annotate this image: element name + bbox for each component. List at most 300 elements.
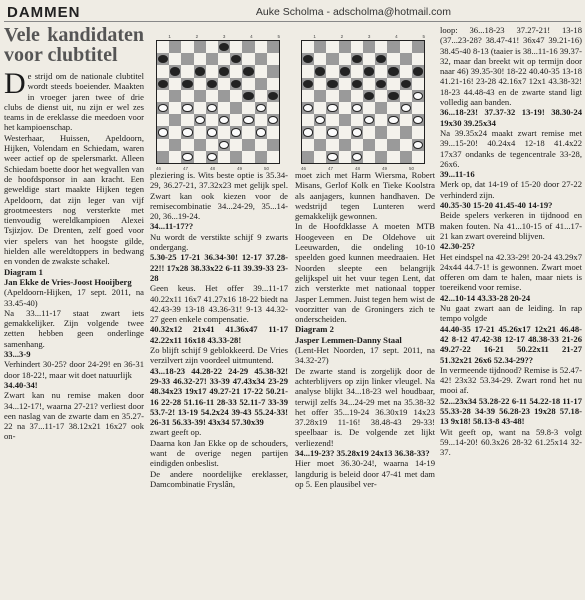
board-square <box>194 102 206 114</box>
board-square <box>412 53 424 65</box>
white-piece <box>327 128 337 136</box>
board-square <box>169 151 181 163</box>
board-square <box>206 65 218 77</box>
black-piece <box>364 92 374 100</box>
paragraph: Het eindspel na 42.33-29! 20-24 43.29x7 24x44 44.7-1! is gewonnen. Zwart moet offeren om dam te halen, maar niets is toereikend voor remise. <box>440 251 582 293</box>
board-square <box>387 126 399 138</box>
board-square <box>400 126 412 138</box>
square-number: 46 <box>301 166 307 171</box>
board-square <box>169 53 181 65</box>
board-square <box>181 90 193 102</box>
paragraph: Nu wordt de verstikte schijf 9 zwarts ondergang. <box>150 231 288 253</box>
board-square <box>218 78 230 90</box>
white-piece <box>388 116 398 124</box>
black-piece <box>303 55 313 63</box>
square-number: 49 <box>381 166 387 171</box>
board-square <box>230 90 242 102</box>
board-square <box>400 114 412 126</box>
board-square <box>363 151 375 163</box>
board-square <box>230 102 242 114</box>
board-square <box>157 53 169 65</box>
board-square <box>157 151 169 163</box>
board-square <box>169 139 181 151</box>
black-piece <box>388 92 398 100</box>
board-square <box>326 114 338 126</box>
board-square <box>339 78 351 90</box>
board-square <box>412 78 424 90</box>
board-square <box>375 139 387 151</box>
white-piece <box>182 153 192 161</box>
black-piece <box>231 80 241 88</box>
board-square <box>326 151 338 163</box>
board-square <box>375 151 387 163</box>
board-square <box>169 90 181 102</box>
board-square <box>230 65 242 77</box>
white-piece <box>327 104 337 112</box>
board-square <box>255 114 267 126</box>
square-number: 3 <box>222 34 226 39</box>
board-square <box>375 114 387 126</box>
section-title: DAMMEN <box>7 4 81 21</box>
black-piece <box>303 80 313 88</box>
black-piece <box>219 43 229 51</box>
square-number: 47 <box>182 166 188 171</box>
board-square <box>351 151 363 163</box>
board-square <box>351 102 363 114</box>
board-square <box>181 114 193 126</box>
square-number: 1 <box>168 34 171 39</box>
board-square <box>339 90 351 102</box>
black-piece <box>158 80 168 88</box>
board-square <box>326 139 338 151</box>
square-number: 3 <box>367 34 371 39</box>
board-square <box>314 114 326 126</box>
move-notation: 40.35-30 15-20 41.45-40 14-19? <box>440 200 553 211</box>
board-square <box>387 151 399 163</box>
paragraph: Westerhaar, Huissen, Apeldoorn, Hijken, Volendam en Schiedam, waren weer actief op de spelersmarkt. Alleen Schiedam boette door het wegvallen van de hoofdsponsor in aan kracht. Een geweldige start maakte Hijken tegen Apeldoorn, dat zijn leger van vijf grootmeesters nog versterkte met tienvoudig wereldkampioen Alexei Tsjizjov. De Drenten, zelf goed voor vier spelers van het hoogste gilde, hielden alle wereldtoppers in bedwang en vonden de zwakste schakel. <box>4 132 144 267</box>
board-square <box>206 90 218 102</box>
board-square <box>230 41 242 53</box>
board-square <box>375 65 387 77</box>
board-square <box>314 78 326 90</box>
move-notation: 44.40-35 17-21 45.26x17 12x21 46.48-42 8-12 47.42-38 12-17 48.38-33 21-26 49.27-22 16-21 50.22x11 21-27 51.32x21 26x6 52.34-29?? <box>440 323 582 365</box>
board-square <box>339 53 351 65</box>
board-square <box>375 126 387 138</box>
board-square <box>194 53 206 65</box>
board-square <box>218 41 230 53</box>
white-piece <box>182 128 192 136</box>
square-number: 50 <box>263 166 269 171</box>
black-piece <box>243 92 253 100</box>
board-square <box>339 114 351 126</box>
board-square <box>206 53 218 65</box>
move-notation: Jasper Lemmen-Danny Staal <box>295 334 402 345</box>
white-piece <box>219 116 229 124</box>
paragraph: loop: 36...18-23 37.27-21! 13-18 (37...23-28? 38.47-41! 36x47 39.21-16) 38.45-40 8-13 (taaier is 38...11-16 39.37-32, maar dan breekt wit op termijn door naar 46) 39.35-30! 18-22 40.40-35 13-18 41.21-16! 23-28 42.16x7 12x1 43.38-32! 18-23 44.48-43 en de zwarte stand ligt volledig aan banden. <box>440 25 582 108</box>
white-piece <box>256 128 266 136</box>
board-square <box>206 114 218 126</box>
white-piece <box>207 128 217 136</box>
board-square <box>412 65 424 77</box>
white-piece <box>303 104 313 112</box>
white-piece <box>352 104 362 112</box>
move-notation: 34.40-34! <box>4 379 38 390</box>
board-square <box>314 41 326 53</box>
square-number: 1 <box>313 34 316 39</box>
paragraph: Hier moet 36.30-24!, waarna 14-19 langdurig is beleid door 47-41 met dam op 5. Een plausibel ver- <box>295 458 435 489</box>
paragraph: Daarna kon Jan Ekke op de schouders, want de overige negen partijen eindigden onbeslist. <box>150 437 288 469</box>
article-column-1 <box>4 25 144 597</box>
board-square <box>314 126 326 138</box>
board-square <box>326 102 338 114</box>
white-piece <box>219 141 229 149</box>
black-piece <box>158 55 168 63</box>
board-square <box>400 151 412 163</box>
board-square <box>400 102 412 114</box>
white-piece <box>268 116 278 124</box>
paragraph: Na 33...11-17 staat zwart iets gemakkelijker. Zijn volgende twee zetten hebben geen onderlinge samenhang. <box>4 307 144 349</box>
white-piece <box>158 128 168 136</box>
square-number: 5 <box>422 34 425 39</box>
board-square <box>363 114 375 126</box>
black-piece <box>376 80 386 88</box>
board-square <box>412 151 424 163</box>
board-square <box>400 53 412 65</box>
board-square <box>387 78 399 90</box>
board-square <box>351 114 363 126</box>
board-square <box>194 126 206 138</box>
board-square <box>363 139 375 151</box>
move-notation: 40.32x12 21x41 41.36x47 11-17 42.22x11 16x18 43.33-28! <box>150 324 288 345</box>
board-square <box>314 102 326 114</box>
paragraph: Zwart kan nu remise maken door 34...12-17!, waarna 27-21? verliest door een naslag van de zwarte dam en 35.27-22 na 37...11-17 38.12x21 16x27 ook on- <box>4 390 144 442</box>
board-square <box>351 53 363 65</box>
board-square <box>218 114 230 126</box>
board-square <box>267 90 279 102</box>
board-square <box>339 151 351 163</box>
board-square <box>400 139 412 151</box>
board-square <box>339 126 351 138</box>
column-4-body <box>440 25 582 457</box>
paragraph: Na 39.35x24 maakt zwart remise met 39...15-20! 40.24x4 12-18 41.4x22 17x37 ondanks de tegencentrale 33-28, 26x6. <box>440 127 582 169</box>
board-square <box>157 78 169 90</box>
move-notation: 43...18-23 44.28-22 24-29 45.38-32! 29-33 46.32-27! 33-39 47.43x34 23-29 48.34x23 19x17 49.27-21 17-22 50.21-16 22-28 51.16-11 28-33 52.11-7 33-39 53.7-2! 13-19 54.2x24 39-43 55.24-33! 26-31 56.33-39! 43x34 57.30x39 <box>150 365 288 428</box>
board-top-numbers <box>156 34 280 39</box>
board-square <box>400 65 412 77</box>
black-piece <box>364 67 374 75</box>
board-square <box>230 53 242 65</box>
board-square <box>169 78 181 90</box>
board-square <box>267 151 279 163</box>
board-square <box>194 90 206 102</box>
board-square <box>194 114 206 126</box>
diagram-2 <box>295 34 433 171</box>
white-piece <box>256 104 266 112</box>
square-number: 2 <box>340 34 344 39</box>
board-square <box>255 90 267 102</box>
board-square <box>363 41 375 53</box>
move-notation: 36...18-23! 37.37-32 13-19! 38.30-24 19x30 39.25x34 <box>440 107 582 128</box>
article-column-2 <box>150 170 288 598</box>
board-square <box>314 151 326 163</box>
page-header <box>4 2 581 22</box>
board-square <box>412 90 424 102</box>
board-square <box>302 102 314 114</box>
board-square <box>412 126 424 138</box>
paragraph: zwart geeft op. <box>150 427 202 438</box>
move-notation: 34...11-17?? <box>150 221 194 232</box>
board-square <box>314 65 326 77</box>
paragraph: Verhindert 30-25? door 24-29! en 36-31 door 18-22!, maar wit doet natuurlijk <box>4 359 144 380</box>
board-square <box>412 41 424 53</box>
board-square <box>326 65 338 77</box>
board-square <box>302 126 314 138</box>
black-piece <box>388 67 398 75</box>
board-square <box>242 90 254 102</box>
board-square <box>194 65 206 77</box>
board-square <box>181 78 193 90</box>
board-square <box>181 65 193 77</box>
board-square <box>230 126 242 138</box>
board-square <box>387 102 399 114</box>
white-piece <box>401 104 411 112</box>
paragraph: In de Hoofdklasse A moeten MTB Hoogeveen en De Oldehove uit Leeuwarden, die ondeling 10-10 speelden goed kunnen meedraaien. Het Noorden sleepte een belangrijk gelijkspel uit het vuur tegen Lent, dat zich versterkte met nationaal topper Jasper Lemmen. Juist tegen hem wist de voorzitter van de Groningers zich te onderscheiden. <box>295 221 435 325</box>
board-square <box>375 102 387 114</box>
paragraph: De andere noordelijke ereklasser, Damcombinatie Fryslân, <box>150 468 288 489</box>
board-square <box>412 102 424 114</box>
black-piece <box>413 67 423 75</box>
black-piece <box>352 55 362 63</box>
article-column-3 <box>295 170 435 598</box>
board-square <box>412 139 424 151</box>
board-square <box>181 139 193 151</box>
board-square <box>302 65 314 77</box>
board-square <box>218 139 230 151</box>
board-square <box>339 41 351 53</box>
board-square <box>169 41 181 53</box>
board-square <box>206 126 218 138</box>
move-notation: 52...23x34 53.28-22 6-11 54.22-18 11-17 55.33-28 34-39 56.28-23 19x28 57.18-13 9x18! 58.13-8 43-48! <box>440 395 582 427</box>
board-square <box>157 41 169 53</box>
move-notation: 42...10-14 43.33-28 20-24 <box>440 292 531 303</box>
paragraph: Merk op, dat 14-19 of 15-20 door 27-22 verhinderd zijn. <box>440 179 582 200</box>
white-piece <box>352 128 362 136</box>
board-square <box>218 53 230 65</box>
board-square <box>387 65 399 77</box>
board-square <box>194 41 206 53</box>
board-square <box>326 126 338 138</box>
white-piece <box>243 116 253 124</box>
paragraph: Geen keus. Het offer 39...11-17 40.22x11 16x7 41.27x16 18-22 biedt na 42.43-39 13-18 43.36-31! 9-13 44.32-27 geen enkele compensatie. <box>150 283 288 325</box>
checkers-board-2 <box>301 40 425 164</box>
board-square <box>339 102 351 114</box>
board-square <box>339 65 351 77</box>
board-square <box>242 126 254 138</box>
board-square <box>230 78 242 90</box>
board-square <box>218 151 230 163</box>
board-square <box>242 65 254 77</box>
white-piece <box>413 141 423 149</box>
board-square <box>206 78 218 90</box>
board-square <box>194 151 206 163</box>
board-square <box>267 41 279 53</box>
board-square <box>206 139 218 151</box>
square-number: 2 <box>195 34 199 39</box>
board-square <box>181 102 193 114</box>
black-piece <box>182 80 192 88</box>
board-square <box>242 102 254 114</box>
paragraph: Wit geeft op, want na 59.8-3 volgt 59...14-20! 60.3x26 28-32 61.25x14 32-37. <box>440 426 582 458</box>
paragraph: pleziering is. Wits beste optie is 35.34-29, 36.27-21, 37.32x23 met gelijk spel. Zwart kan ook kiezen voor de remisecombinatie 34...24-29, 35...14-20, 36...19-24. <box>150 170 288 222</box>
black-piece <box>401 80 411 88</box>
board-square <box>218 90 230 102</box>
board-square <box>363 90 375 102</box>
board-square <box>351 65 363 77</box>
black-piece <box>376 55 386 63</box>
white-piece <box>182 104 192 112</box>
square-number: 4 <box>395 34 398 39</box>
board-square <box>157 65 169 77</box>
board-square <box>267 53 279 65</box>
board-square <box>255 65 267 77</box>
board-square <box>230 139 242 151</box>
board-square <box>255 53 267 65</box>
white-piece <box>207 104 217 112</box>
white-piece <box>207 153 217 161</box>
board-square <box>206 41 218 53</box>
board-square <box>375 78 387 90</box>
board-square <box>255 41 267 53</box>
board-square <box>326 53 338 65</box>
white-piece <box>352 153 362 161</box>
white-piece <box>303 128 313 136</box>
move-notation: 33...3-9 <box>4 349 31 360</box>
board-square <box>255 151 267 163</box>
black-piece <box>219 67 229 75</box>
board-square <box>206 102 218 114</box>
black-piece <box>207 80 217 88</box>
board-square <box>314 53 326 65</box>
board-square <box>326 78 338 90</box>
board-square <box>169 102 181 114</box>
board-square <box>157 139 169 151</box>
board-square <box>302 41 314 53</box>
board-square <box>218 126 230 138</box>
move-notation: Diagram 1 <box>4 266 43 277</box>
board-square <box>255 102 267 114</box>
paragraph-text: e strijd om de nationale clubtitel wordt steeds boeiender. Maakten in vroeger jaren twee of drie clubs de dienst uit, nu zijn er wel zes teams in de ereklasse die meedoen voor het kampioenschap. <box>4 71 144 133</box>
board-square <box>363 102 375 114</box>
board-square <box>218 102 230 114</box>
square-number: 50 <box>408 166 414 171</box>
square-number: 48 <box>209 166 215 171</box>
board-square <box>302 78 314 90</box>
paragraph: Zo blijft schijf 9 geblokkeerd. De Vries verzilvert zijn voordeel uitmuntend. <box>150 345 288 366</box>
board-square <box>375 41 387 53</box>
move-notation: 42.30-25? <box>440 241 476 252</box>
board-square <box>400 78 412 90</box>
board-square <box>157 90 169 102</box>
white-piece <box>315 116 325 124</box>
white-piece <box>327 153 337 161</box>
move-notation: Diagram 2 <box>295 324 334 335</box>
paragraph: (Apeldoorn-Hijken, 17 sept. 2011, na 33.45-40) <box>4 287 144 308</box>
board-square <box>267 139 279 151</box>
board-square <box>363 53 375 65</box>
board-square <box>255 78 267 90</box>
board-square <box>326 90 338 102</box>
board-square <box>157 126 169 138</box>
board-square <box>255 126 267 138</box>
board-square <box>400 41 412 53</box>
board-square <box>169 114 181 126</box>
board-square <box>242 78 254 90</box>
board-square <box>351 90 363 102</box>
white-piece <box>158 104 168 112</box>
board-square <box>387 139 399 151</box>
board-square <box>181 151 193 163</box>
board-square <box>194 139 206 151</box>
board-square <box>387 114 399 126</box>
paragraph: De zwarte stand is zorgelijk door de achterblijvers op zijn linker vleugel. Na analyse blijkt 34...18-23 wel houdbaar, terwijl zelfs 34...24-29 met na 35.38-32 het offer 35...19-24 36.30x19 14x23 37.28x19 11-16! 38.48-43 29-33! speelbaar is. De volgende zet lijkt verliezend! <box>295 365 435 448</box>
board-square <box>302 114 314 126</box>
square-number: 47 <box>327 166 333 171</box>
square-number: 49 <box>236 166 242 171</box>
board-square <box>351 126 363 138</box>
board-square <box>387 53 399 65</box>
square-number: 4 <box>250 34 253 39</box>
column-1-body <box>4 67 144 442</box>
board-square <box>267 102 279 114</box>
board-top-numbers <box>301 34 425 39</box>
board-square <box>242 151 254 163</box>
board-square <box>267 78 279 90</box>
board-square <box>314 90 326 102</box>
black-piece <box>315 67 325 75</box>
square-number: 48 <box>354 166 360 171</box>
board-square <box>242 139 254 151</box>
white-piece <box>413 116 423 124</box>
board-square <box>267 65 279 77</box>
black-piece <box>327 80 337 88</box>
white-piece <box>364 116 374 124</box>
checkers-board-1 <box>156 40 280 164</box>
black-piece <box>243 67 253 75</box>
board-square <box>230 114 242 126</box>
square-number: 5 <box>277 34 280 39</box>
board-square <box>339 139 351 151</box>
board-square <box>181 41 193 53</box>
square-number: 46 <box>156 166 162 171</box>
move-notation: 34...19-23? 35.28x19 24x13 36.38-33? <box>295 448 430 459</box>
paragraph: Beide spelers verkeren in tijdnood en maken fouten. Na 41...10-15 of 41...17-21 kan zwart overeind blijven. <box>440 210 582 241</box>
black-piece <box>352 80 362 88</box>
article-column-4 <box>440 25 582 597</box>
paragraph: (Lent-Het Noorden, 17 sept. 2011, na 34.32-27) <box>295 345 435 366</box>
board-square <box>255 139 267 151</box>
board-square <box>267 114 279 126</box>
board-square <box>218 65 230 77</box>
white-piece <box>413 92 423 100</box>
black-piece <box>340 67 350 75</box>
board-square <box>242 114 254 126</box>
board-square <box>194 78 206 90</box>
column-2-body <box>150 170 288 489</box>
board-square <box>363 78 375 90</box>
paragraph <box>4 67 144 133</box>
board-square <box>314 139 326 151</box>
black-piece <box>268 92 278 100</box>
